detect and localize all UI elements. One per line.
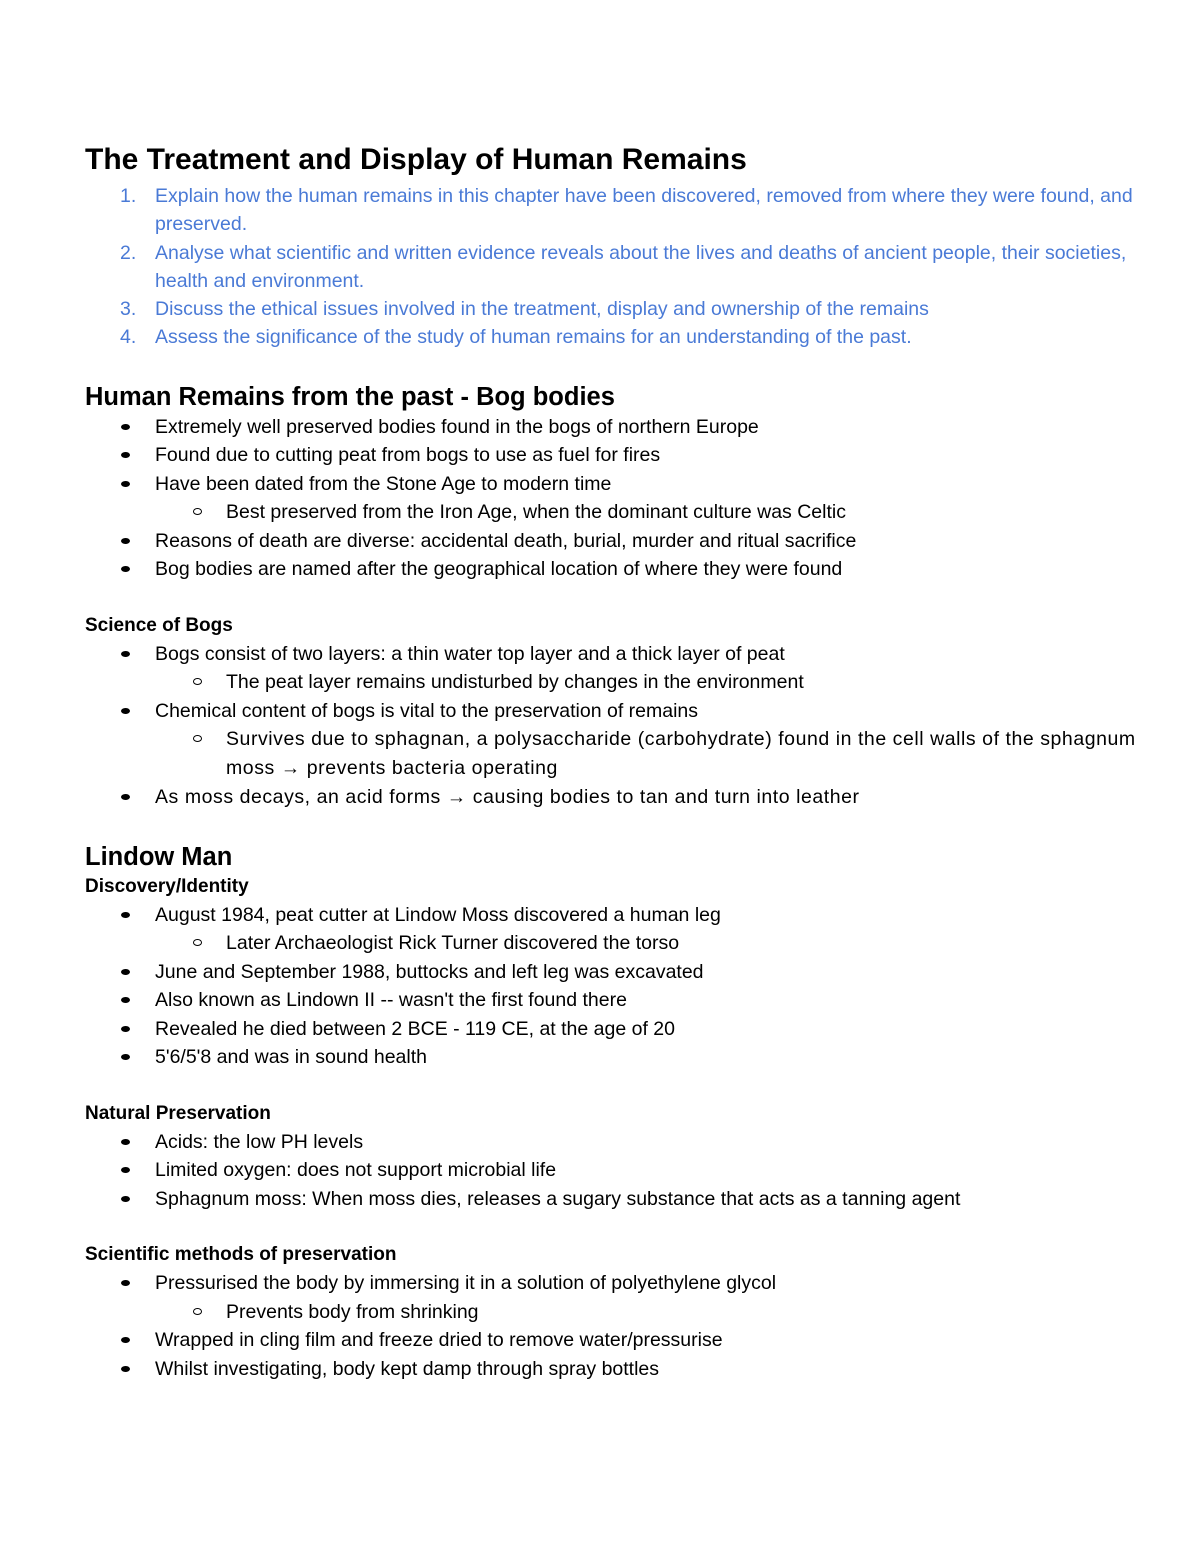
document-title: The Treatment and Display of Human Remains [85, 143, 747, 176]
bullet-icon [121, 481, 130, 487]
science-of-bogs-list [85, 640, 1145, 812]
bullet-icon [121, 424, 130, 430]
section-heading-science-of-bogs: Science of Bogs [85, 614, 233, 636]
list-item [85, 958, 1145, 987]
list-item-text: Found due to cutting peat from bogs to use as fuel for fires [155, 444, 661, 467]
list-item-text: Also known as Lindown II -- wasn't the first found there [155, 989, 627, 1012]
list-item [85, 1128, 1145, 1157]
sub-bullet-icon [193, 1308, 202, 1315]
list-item-text: Chemical content of bogs is vital to the preservation of remains [155, 699, 699, 722]
list-item-text: Survives due to sphagnan, a polysaccharide (carbohydrate) found in the cell walls of the sphagnum moss → prevents bacteria operating [226, 728, 1136, 779]
list-item-text: Reasons of death are diverse: accidental death, burial, murder and ritual sacrifice [155, 529, 857, 552]
document-page [85, 140, 1145, 1383]
objective-number: 3. [120, 298, 137, 321]
subheading-scientific-methods: Scientific methods of preservation [85, 1244, 397, 1266]
bullet-icon [121, 969, 130, 975]
bullet-icon [121, 1196, 130, 1202]
list-item [85, 725, 1145, 782]
list-item [85, 929, 1145, 958]
list-item-text: 5'6/5'8 and was in sound health [155, 1046, 427, 1069]
bullet-icon [121, 997, 130, 1003]
list-item [85, 783, 1145, 812]
list-item-text: Prevents body from shrinking [226, 1300, 479, 1323]
objective-item [85, 239, 1145, 296]
list-item-text: Revealed he died between 2 BCE - 119 CE, at the age of 20 [155, 1017, 675, 1040]
list-item-text: Bog bodies are named after the geographical location of where they were found [155, 558, 843, 581]
list-item [85, 697, 1145, 726]
list-item [85, 470, 1145, 499]
list-item-text: Bogs consist of two layers: a thin water top layer and a thick layer of peat [155, 642, 785, 665]
bullet-icon [121, 651, 130, 657]
list-item [85, 1298, 1145, 1327]
list-item-text: As moss decays, an acid forms → causing bodies to tan and turn into leather [155, 786, 860, 809]
list-item [85, 1326, 1145, 1355]
list-item [85, 1015, 1145, 1044]
sub-bullet-icon [193, 939, 202, 946]
bullet-icon [121, 1280, 130, 1286]
list-item [85, 1156, 1145, 1185]
list-item [85, 1185, 1145, 1214]
list-item-text: August 1984, peat cutter at Lindow Moss discovered a human leg [155, 903, 721, 926]
section-heading-lindow-man: Lindow Man [85, 842, 233, 871]
list-item-text: Limited oxygen: does not support microbial life [155, 1159, 557, 1182]
list-item-text: Best preserved from the Iron Age, when the dominant culture was Celtic [226, 501, 846, 524]
list-item [85, 1269, 1145, 1298]
objective-number: 2. [120, 241, 137, 264]
list-item [85, 640, 1145, 669]
discovery-list [85, 901, 1145, 1072]
subheading-natural-preservation: Natural Preservation [85, 1102, 271, 1124]
list-item-text: Acids: the low PH levels [155, 1130, 364, 1153]
objective-text: Assess the significance of the study of human remains for an understanding of the past. [155, 326, 912, 349]
list-item [85, 1043, 1145, 1072]
sub-bullet-icon [193, 678, 202, 685]
list-item [85, 413, 1145, 442]
list-item-text: Whilst investigating, body kept damp through spray bottles [155, 1357, 660, 1380]
sub-bullet-icon [193, 508, 202, 515]
subheading-discovery-identity: Discovery/Identity [85, 875, 249, 897]
bullet-icon [121, 566, 130, 572]
objective-item [85, 295, 1145, 323]
list-item [85, 498, 1145, 527]
list-item-text: Wrapped in cling film and freeze dried to remove water/pressurise [155, 1329, 723, 1352]
bullet-icon [121, 1139, 130, 1145]
bullet-icon [121, 538, 130, 544]
scientific-methods-list [85, 1269, 1145, 1383]
list-item-text: The peat layer remains undisturbed by changes in the environment [226, 671, 804, 694]
bog-bodies-list [85, 413, 1145, 584]
bullet-icon [121, 1054, 130, 1060]
objective-item [85, 182, 1145, 239]
bullet-icon [121, 452, 130, 458]
list-item-text: Extremely well preserved bodies found in the bogs of northern Europe [155, 415, 759, 438]
list-item [85, 668, 1145, 697]
objective-text: Discuss the ethical issues involved in the treatment, display and ownership of the remains [155, 298, 929, 321]
sub-bullet-icon [193, 735, 202, 742]
objective-number: 4. [120, 326, 137, 349]
bullet-icon [121, 1337, 130, 1343]
list-item [85, 901, 1145, 930]
section-heading-bog-bodies: Human Remains from the past - Bog bodies [85, 382, 615, 411]
list-item [85, 1355, 1145, 1384]
objective-number: 1. [120, 185, 137, 207]
bullet-icon [121, 1026, 130, 1032]
bullet-icon [121, 794, 130, 800]
list-item [85, 986, 1145, 1015]
bullet-icon [121, 1366, 130, 1372]
list-item [85, 441, 1145, 470]
list-item-text: June and September 1988, buttocks and left leg was excavated [155, 960, 704, 983]
bullet-icon [121, 1167, 130, 1173]
bullet-icon [121, 708, 130, 714]
list-item-text: Sphagnum moss: When moss dies, releases a sugary substance that acts as a tanning agent [155, 1187, 961, 1210]
list-item-text: Have been dated from the Stone Age to modern time [155, 472, 612, 495]
objectives-list [85, 182, 1145, 352]
objective-text: Analyse what scientific and written evidence reveals about the lives and deaths of ancient people, their societies, health and environment. [155, 241, 1127, 292]
objective-item [85, 323, 1145, 351]
list-item [85, 555, 1145, 584]
list-item-text: Later Archaeologist Rick Turner discovered the torso [226, 932, 680, 955]
natural-preservation-list [85, 1128, 1145, 1214]
list-item [85, 527, 1145, 556]
list-item-text: Pressurised the body by immersing it in a solution of polyethylene glycol [155, 1272, 777, 1295]
bullet-icon [121, 912, 130, 918]
objective-text: Explain how the human remains in this chapter have been discovered, removed from where they were found, and preserved. [155, 185, 1133, 236]
